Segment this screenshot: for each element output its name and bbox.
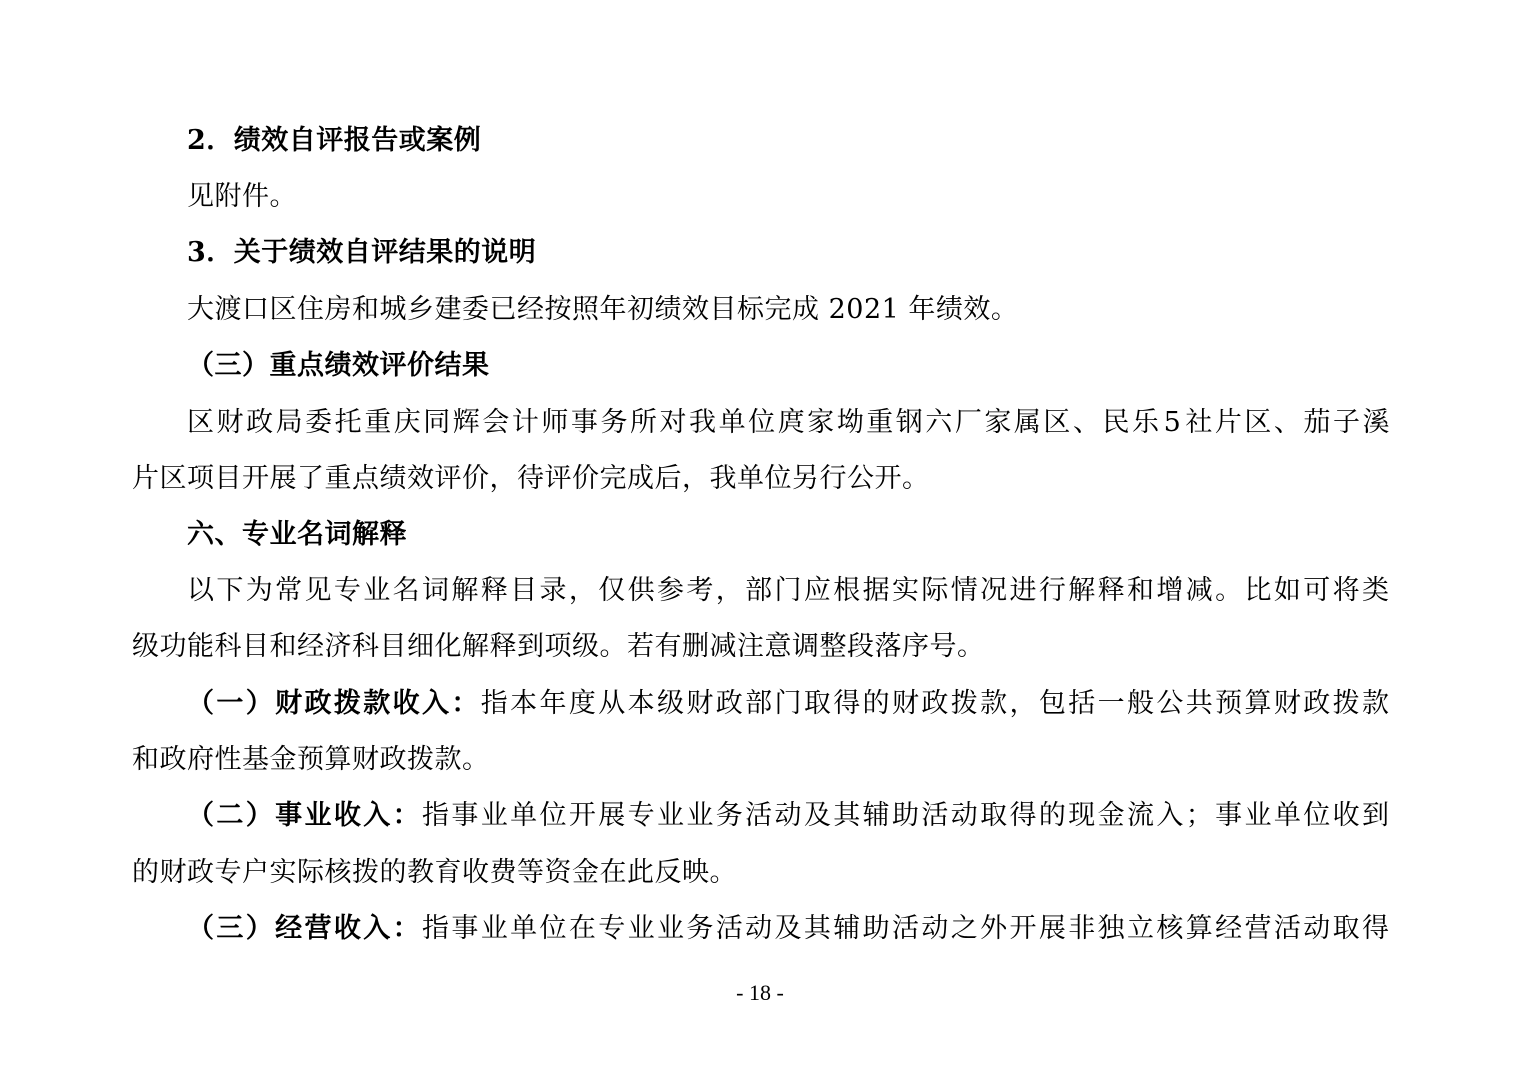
heading-key-performance-results: （三）重点绩效评价结果 bbox=[187, 350, 490, 381]
paragraph-see-attachment: 见附件。 bbox=[187, 181, 297, 212]
page-number: - 18 - bbox=[736, 980, 784, 1005]
heading-terminology: 六、专业名词解释 bbox=[187, 519, 407, 550]
heading-self-evaluation-report: 2．绩效自评报告或案例 bbox=[187, 125, 482, 156]
paragraph-key-evaluation-line1: 区 财 政 局 委 托 重 庆 同 辉 会 计 师 事 务 所 对 我 单 位 庹 家 坳 重 钢 六 厂 家 属 区 、 民 乐 5 社 片 区 、 茄 子 溪 bbox=[187, 407, 1390, 438]
heading-self-evaluation-explanation: 3．关于绩效自评结果的说明 bbox=[187, 237, 537, 268]
paragraph-performance-completed: 大渡口区住房和城乡建委已经按照年初绩效目标完成 2021 年绩效。 bbox=[187, 294, 1019, 325]
paragraph-fiscal-appropriation-line2: 和政府性基金预算财政拨款。 bbox=[132, 744, 490, 775]
paragraph-terminology-intro-line1: 以 下 为 常 见 专 业 名 词 解 释 目 录 ， 仅 供 参 考 ， 部 门 应 根 据 实 际 情 况 进 行 解 释 和 增 减 。 比 如 可 将 类 bbox=[187, 575, 1390, 606]
paragraph-key-evaluation-line2: 片区项目开展了重点绩效评价，待评价完成后，我单位另行公开。 bbox=[132, 463, 930, 494]
paragraph-business-income-line1: （ 二 ） 事 业 收 入 ： 指 事 业 单 位 开 展 专 业 业 务 活 动 及 其 辅 助 活 动 取 得 的 现 金 流 入 ； 事 业 单 位 收 到 bbox=[187, 800, 1390, 831]
paragraph-terminology-intro-line2: 级功能科目和经济科目细化解释到项级。若有删减注意调整段落序号。 bbox=[132, 631, 985, 662]
paragraph-operating-income-line1: （ 三 ） 经 营 收 入 ： 指 事 业 单 位 在 专 业 业 务 活 动 及 其 辅 助 活 动 之 外 开 展 非 独 立 核 算 经 营 活 动 取 得 bbox=[187, 913, 1390, 944]
paragraph-fiscal-appropriation-line1: （ 一 ） 财 政 拨 款 收 入 ： 指 本 年 度 从 本 级 财 政 部 门 取 得 的 财 政 拨 款 ， 包 括 一 般 公 共 预 算 财 政 拨 款 bbox=[187, 688, 1390, 719]
paragraph-business-income-line2: 的财政专户实际核拨的教育收费等资金在此反映。 bbox=[132, 857, 737, 888]
